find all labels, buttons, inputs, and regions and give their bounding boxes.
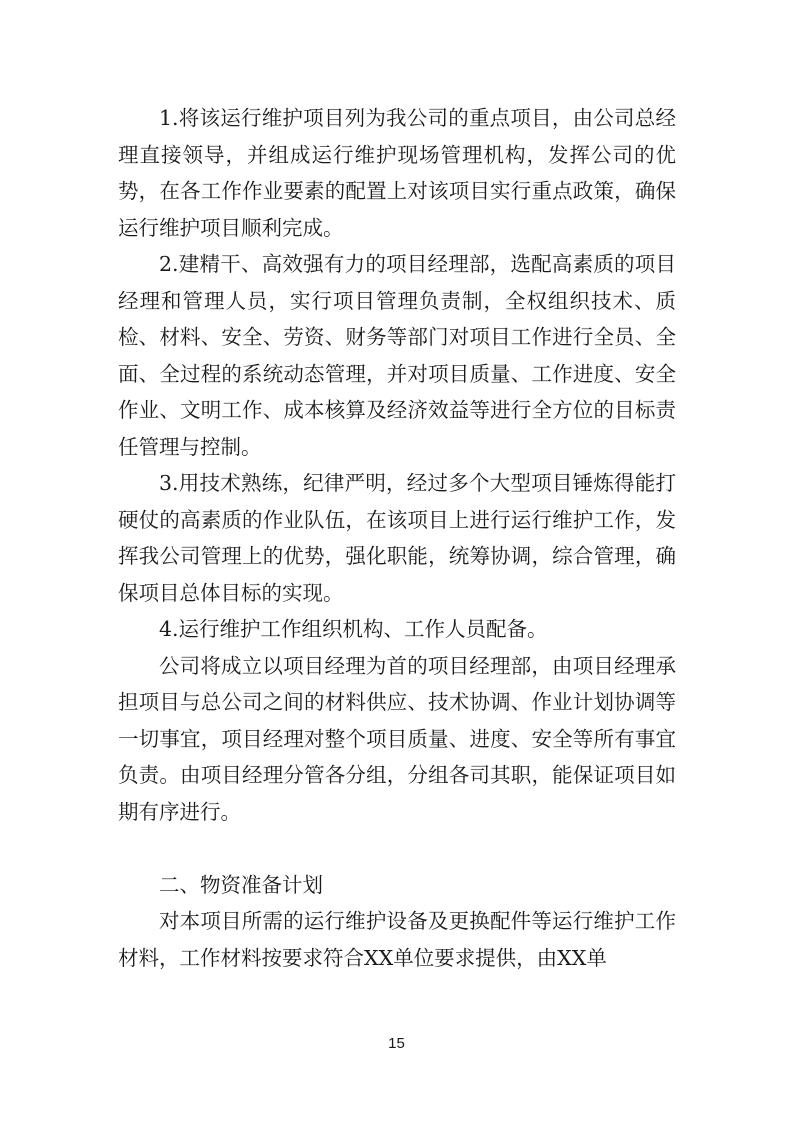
paragraph-1: 1.将该运行维护项目列为我公司的重点项目，由公司总经理直接领导，并组成运行维护现场管理机构，发挥公司的优势，在各工作作业要素的配置上对该项目实行重点政策，确保运行维护项目顺利完成。: [118, 106, 676, 240]
paragraph-2: 2.建精干、高效强有力的项目经理部，选配高素质的项目经理和管理人员，实行项目管理负责制，全权组织技术、质检、材料、安全、劳资、财务等部门对项目工作进行全员、全面、全过程的系统动态管理，并对项目质量、工作进度、安全作业、文明工作、成本核算及经济效益等进行全方位的目标责任管理与控制。: [118, 252, 676, 459]
paragraph-5: 公司将成立以项目经理为首的项目经理部，由项目经理承担项目与总公司之间的材料供应、技术协调、作业计划协调等一切事宜，项目经理对整个项目质量、进度、安全等所有事宜负责。由项目经理分管各分组，分组各司其职，能保证项目如期有序进行。: [118, 653, 676, 824]
paragraph-4: 4.运行维护工作组织机构、工作人员配备。: [159, 617, 548, 641]
paragraph-3: 3.用技术熟练，纪律严明，经过多个大型项目锤炼得能打硬仗的高素质的作业队伍，在该项目上进行运行维护工作，发挥我公司管理上的优势，强化职能，统筹协调，综合管理，确保项目总体目标的实现。: [118, 471, 676, 605]
section-paragraph: 对本项目所需的运行维护设备及更换配件等运行维护工作材料，工作材料按要求符合XX单位要求提供，由XX单: [118, 909, 676, 970]
section-heading: 二、物资准备计划: [159, 872, 323, 897]
blank-line: [118, 830, 676, 867]
page-number: 15: [388, 1035, 405, 1052]
document-body: [118, 100, 676, 976]
